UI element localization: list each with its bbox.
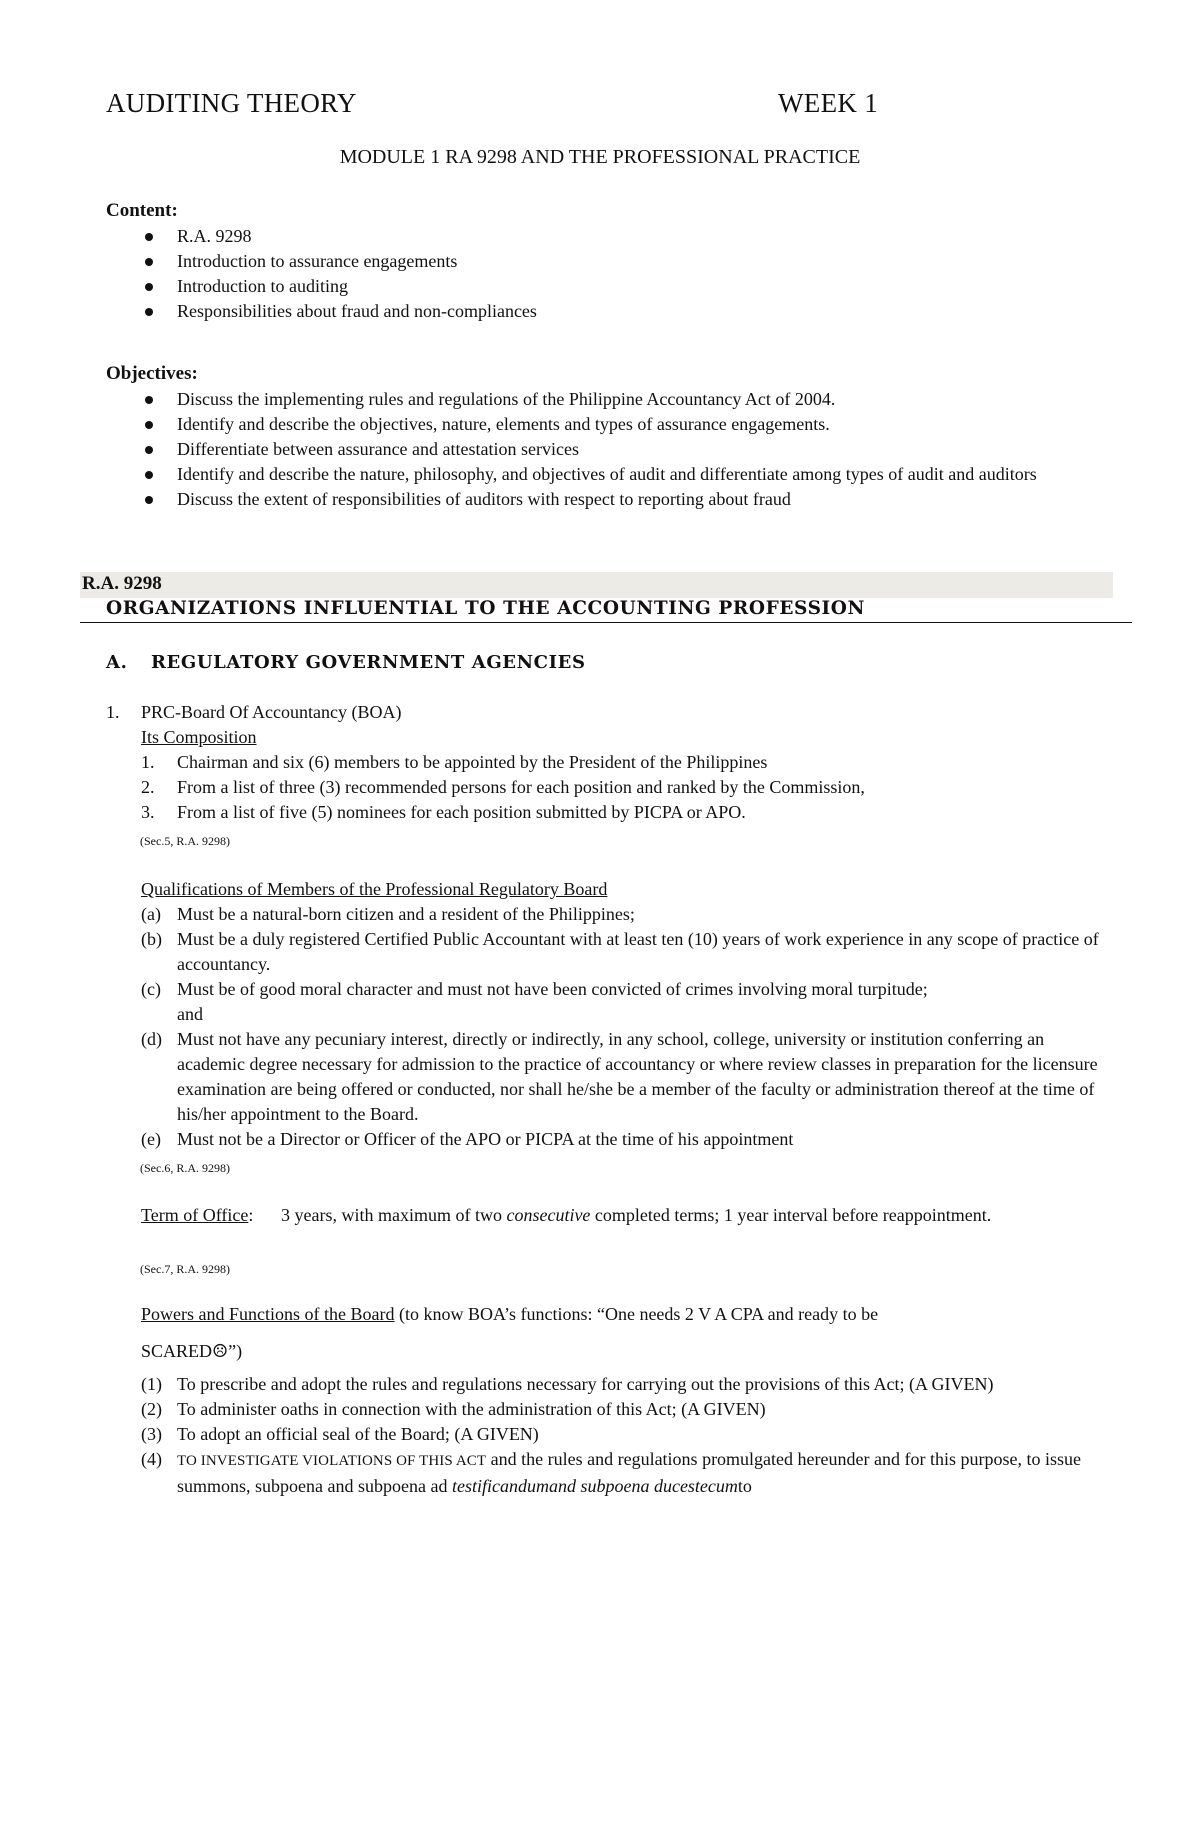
agency-marker: A. [106,652,128,673]
term-text: 3 years, with maximum of two consecutive completed terms; 1 year interval before reappointment. [281,1205,992,1225]
boa-marker: 1. [106,702,120,722]
powers-note-continued: SCARED☹”) [141,1341,243,1361]
content-item: Introduction to auditing [106,274,1106,299]
boa-title: PRC-Board Of Accountancy (BOA) [141,702,402,722]
powers-heading-line: Powers and Functions of the Board (to know BOA’s functions: “One needs 2 V A CPA and ready to be [141,1304,879,1324]
objective-item: Differentiate between assurance and attestation services [106,437,1106,462]
power-item: (1) To prescribe and adopt the rules and regulations necessary for carrying out the provisions of this Act; (A GIVEN) [141,1374,994,1394]
composition-item: 3. From a list of five (5) nominees for each position submitted by PICPA or APO. [141,802,746,822]
objective-item: Discuss the extent of responsibilities of auditors with respect to reporting about fraud [106,487,1106,512]
objective-item: Identify and describe the objectives, nature, elements and types of assurance engagements. [106,412,1106,437]
qualification-item: (d) Must not have any pecuniary interest, directly or indirectly, in any school, college, university or institution conferring an academic degree necessary for admission to the practice of accountancy or where review classes in preparation for the licensure examination are being offered or conducted, nor shall he/she be a member of the faculty or administration thereof at the time of his/her appointment to the Board. [141,1029,1098,1124]
course-title: AUDITING THEORY [106,88,357,118]
qualifications-heading: Qualifications of Members of the Professional Regulatory Board [141,879,608,899]
citation: (Sec.5, R.A. 9298) [140,834,230,848]
powers-list [141,1372,1101,1499]
qualification-item: (a) Must be a natural-born citizen and a resident of the Philippines; [141,904,635,924]
agency-title: REGULATORY GOVERNMENT AGENCIES [151,652,586,673]
content-list [106,224,1106,324]
content-label: Content: [106,200,178,221]
module-title: MODULE 1 RA 9298 AND THE PROFESSIONAL PRACTICE [339,146,861,168]
objective-item: Discuss the implementing rules and regulations of the Philippine Accountancy Act of 2004. [106,387,1106,412]
composition-item: 1. Chairman and six (6) members to be appointed by the President of the Philippines [141,752,768,772]
qualification-item: (e) Must not be a Director or Officer of the APO or PICPA at the time of his appointment [141,1129,794,1149]
content-item: R.A. 9298 [106,224,1106,249]
section-shading [80,572,1113,598]
heading-underline [80,622,1132,623]
power-item: (2) To administer oaths in connection with the administration of this Act; (A GIVEN) [141,1399,766,1419]
content-item: Introduction to assurance engagements [106,249,1106,274]
objectives-label: Objectives: [106,363,198,384]
power-item: (4) TO INVESTIGATE VIOLATIONS OF THIS ACT and the rules and regulations promulgated hereunder and for this purpose, to issue summons, subpoena and subpoena ad testificandumand subpoena ducestecumto [141,1449,1081,1496]
qualification-item: (c) Must be of good moral character and must not have been convicted of crimes involving moral turpitude; and [141,979,928,1024]
week-label: WEEK 1 [778,88,879,118]
objectives-list [106,387,1106,512]
power-item: (3) To adopt an official seal of the Board; (A GIVEN) [141,1424,539,1444]
section-heading: R.A. 9298 [82,573,162,594]
objective-item: Identify and describe the nature, philosophy, and objectives of audit and differentiate among types of audit and auditors [106,462,1106,487]
qualifications-list [141,902,1101,1152]
content-item: Responsibilities about fraud and non-compliances [106,299,1106,324]
section-subheading: ORGANIZATIONS INFLUENTIAL TO THE ACCOUNTING PROFESSION [106,598,866,619]
term-label: Term of Office: [141,1205,254,1225]
composition-list [106,750,1106,825]
citation: (Sec.6, R.A. 9298) [140,1161,230,1175]
composition-heading: Its Composition [141,727,257,747]
agency-heading [106,652,586,673]
citation: (Sec.7, R.A. 9298) [140,1262,230,1276]
qualification-item: (b) Must be a duly registered Certified Public Accountant with at least ten (10) years of work experience in any scope of practice of accountancy. [141,929,1099,974]
composition-item: 2. From a list of three (3) recommended persons for each position and ranked by the Commission, [141,777,865,797]
